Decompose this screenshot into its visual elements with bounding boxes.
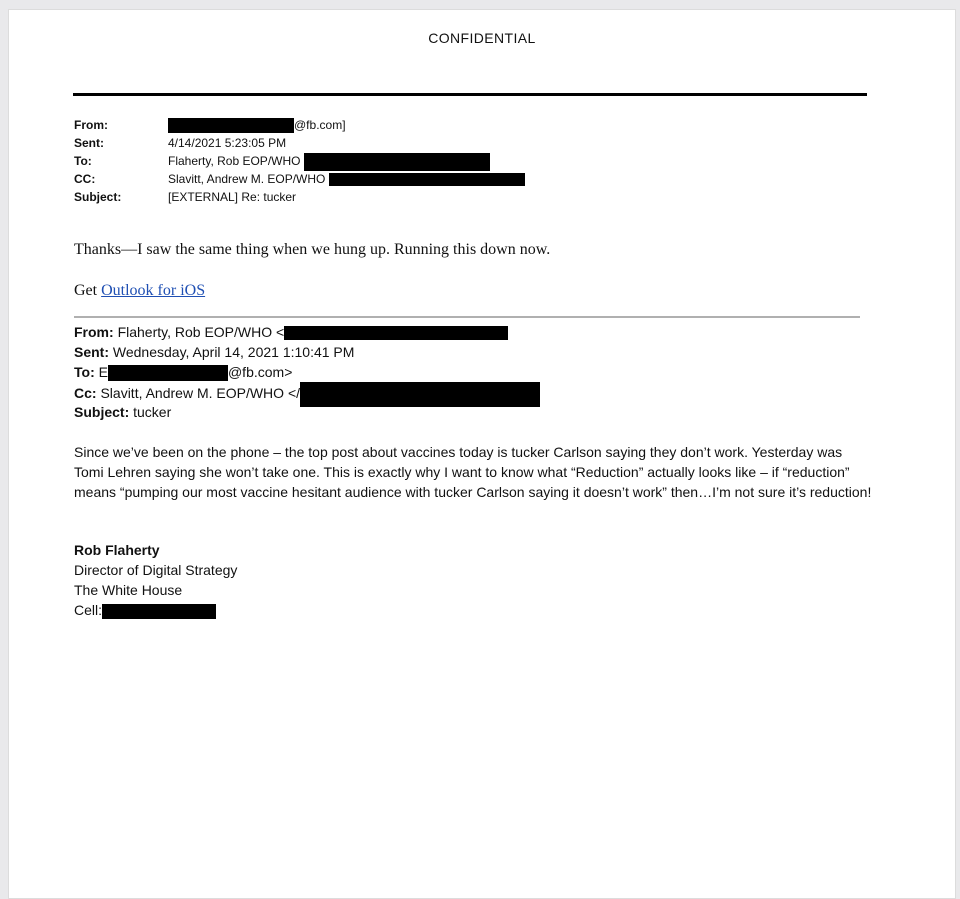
quoted-cc-label: Cc: [74, 385, 97, 402]
signature-block [74, 540, 237, 620]
quoted-body: Since we’ve been on the phone – the top post about vaccines today is tucker Carlson saying they don’t work. Yesterday was Tomi Lehren saying she won’t take one. This is exactly why I want to know what “Reduction” actually looks like – if “reduction” means “pumping our most vaccine hesitant audience with tucker Carlson saying it doesn’t work” then…I’m not sure it’s reduction! [74, 444, 872, 500]
from-domain: @fb.com] [294, 118, 346, 132]
redaction [102, 604, 216, 619]
redaction [108, 365, 228, 381]
sent-value: 4/14/2021 5:23:05 PM [168, 136, 287, 150]
signature-org: The White House [74, 582, 183, 598]
cc-name: Slavitt, Andrew M. EOP/WHO [168, 172, 326, 186]
redaction [284, 326, 508, 340]
to-label: To: [74, 154, 92, 168]
quoted-from-label: From: [74, 324, 114, 340]
outlook-link[interactable]: Outlook for iOS [101, 282, 206, 299]
quote-separator [74, 316, 860, 318]
signature-cell-row [74, 600, 237, 620]
from-value [168, 116, 346, 134]
signature-line [74, 282, 205, 300]
document-page [8, 9, 956, 899]
redaction [329, 173, 525, 186]
to-value [168, 152, 490, 171]
quoted-from-value: Flaherty, Rob EOP/WHO < [117, 324, 285, 340]
quoted-header [74, 322, 540, 422]
quoted-from-row [74, 322, 540, 342]
subject-label: Subject: [74, 190, 122, 204]
quoted-cc-row [74, 382, 540, 402]
redaction [168, 118, 294, 133]
confidential-banner: CONFIDENTIAL [428, 30, 536, 46]
signature-cell-label: Cell: [74, 602, 103, 618]
subject-value: [EXTERNAL] Re: tucker [168, 190, 297, 204]
cc-label: CC: [74, 172, 96, 186]
reply-text: Thanks—I saw the same thing when we hung up. Running this down now. [74, 241, 551, 258]
get-prefix: Get [74, 282, 102, 299]
redaction [304, 153, 490, 171]
to-name: Flaherty, Rob EOP/WHO [168, 154, 301, 168]
quoted-to-row [74, 362, 540, 382]
quoted-to-label: To: [74, 364, 95, 380]
sent-label: Sent: [74, 136, 104, 150]
quoted-to-suffix: @fb.com> [227, 364, 293, 380]
quoted-sent-value: Wednesday, April 14, 2021 1:10:41 PM [112, 344, 355, 360]
quoted-to-prefix: E [98, 364, 108, 380]
from-label: From: [74, 118, 108, 132]
redaction [300, 382, 540, 407]
quoted-sent-row [74, 342, 540, 362]
quoted-subject-value: tucker [133, 404, 172, 420]
quoted-cc-value: Slavitt, Andrew M. EOP/WHO </ [100, 385, 301, 402]
header-rule [73, 93, 867, 96]
signature-name: Rob Flaherty [74, 542, 160, 558]
quoted-sent-label: Sent: [74, 344, 109, 360]
quoted-subject-label: Subject: [74, 404, 130, 420]
cc-value [168, 170, 525, 188]
signature-title: Director of Digital Strategy [74, 562, 238, 578]
